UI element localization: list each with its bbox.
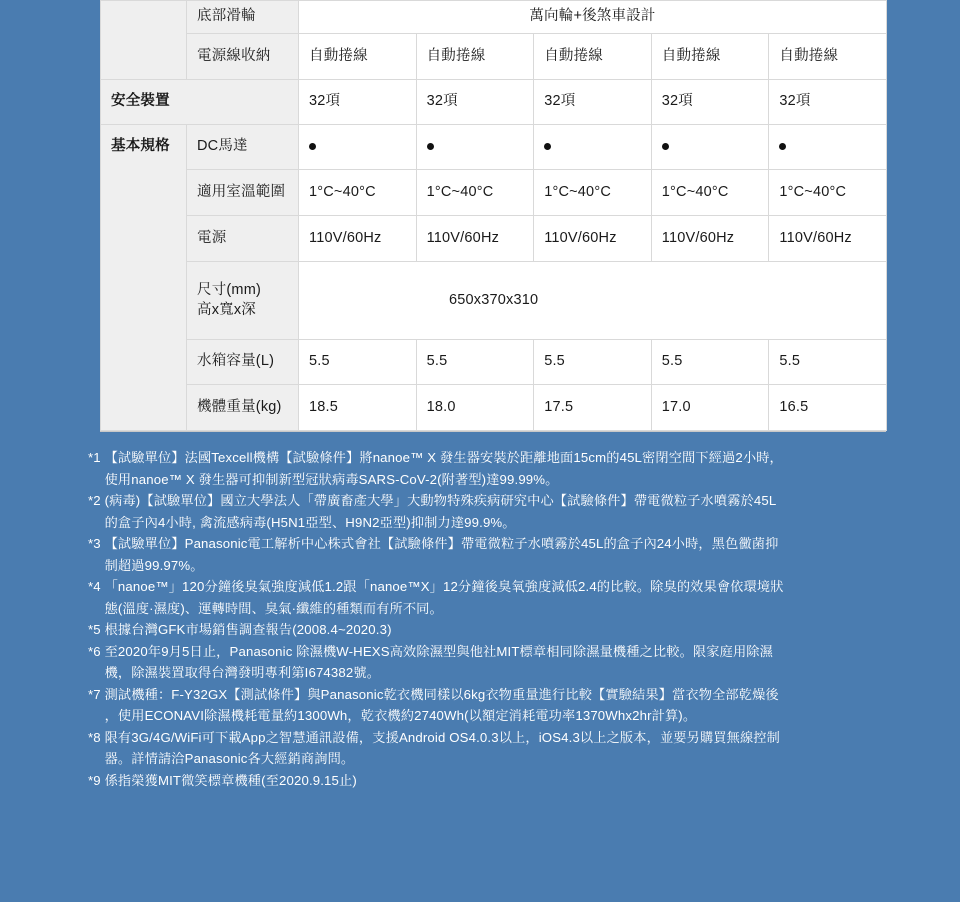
footnote-line: 測試機種：F-Y32GX【測試條件】與Panasonic乾衣機同樣以6kg衣物重量進行比較【實驗結果】當衣物全部乾燥後 bbox=[104, 686, 779, 702]
footnote-marker: *1 bbox=[88, 450, 105, 465]
footnote-line: 制超過99.97%。 bbox=[104, 557, 204, 573]
spec-value-cell: 自動捲線 bbox=[769, 34, 887, 80]
footnote-line: ，使用ECONAVI除濕機耗電量約1300Wh，乾衣機約2740Wh(以額定消耗電功率1370Whx2hr計算)。 bbox=[104, 708, 697, 723]
spec-value-cell bbox=[416, 125, 534, 170]
spec-value-cell bbox=[769, 125, 887, 170]
spec-value-cell: 1°C~40°C bbox=[416, 170, 534, 216]
footnote-text bbox=[105, 770, 888, 792]
spec-value-cell: 自動捲線 bbox=[651, 34, 769, 80]
spec-group-cell bbox=[101, 1, 187, 80]
footnote-item bbox=[88, 727, 888, 770]
spec-value-cell: 1°C~40°C bbox=[769, 170, 887, 216]
footnote-item bbox=[88, 641, 888, 684]
footnote-line: 器。詳情請洽Panasonic各大經銷商詢問。 bbox=[104, 751, 355, 766]
footnote-item bbox=[88, 684, 888, 727]
footnote-item bbox=[88, 576, 888, 619]
spec-item-label: 電源 bbox=[187, 216, 299, 262]
spec-value-cell bbox=[651, 125, 769, 170]
spec-value-cell: 5.5 bbox=[416, 340, 534, 385]
table-row bbox=[101, 170, 887, 216]
footnote-item bbox=[88, 770, 888, 792]
spec-value-cell: 110V/60Hz bbox=[299, 216, 417, 262]
bullet-dot-icon bbox=[662, 143, 669, 150]
bullet-dot-icon bbox=[779, 143, 786, 150]
footnotes bbox=[88, 447, 888, 791]
footnote-line: 【試驗單位】法國Texcell機構【試驗條件】將nanoe™ X 發生器安裝於距離地面15cm的45L密閉空間下經過2小時， bbox=[104, 450, 783, 465]
spec-value-cell: 32項 bbox=[299, 80, 417, 125]
spec-table-container bbox=[100, 0, 886, 432]
footnote-item bbox=[88, 533, 888, 576]
footnote-marker: *2 bbox=[88, 493, 105, 508]
table-row bbox=[101, 80, 887, 125]
spec-value-cell: 17.5 bbox=[534, 385, 652, 431]
spec-value-cell: 17.0 bbox=[651, 385, 769, 431]
footnote-text bbox=[105, 641, 888, 684]
footnote-line: 機，除濕裝置取得台灣發明專利第I674382號。 bbox=[104, 665, 381, 680]
spec-item-label: 機體重量(kg) bbox=[187, 385, 299, 431]
spec-value-cell: 1°C~40°C bbox=[534, 170, 652, 216]
spec-group-cell: 安全裝置 bbox=[101, 80, 299, 125]
spec-value-cell: 5.5 bbox=[534, 340, 652, 385]
spec-item-label: 底部滑輪 bbox=[187, 1, 299, 34]
footnote-line: 「nanoe™」120分鐘後臭氣強度減低1.2跟「nanoe™X」12分鐘後臭氧強度減低2.4的比較。除臭的效果會依環境狀 bbox=[104, 579, 784, 594]
spec-value-cell: 1°C~40°C bbox=[299, 170, 417, 216]
footnote-marker: *9 bbox=[88, 772, 105, 788]
spec-value-cell: 110V/60Hz bbox=[534, 216, 652, 262]
footnote-marker: *7 bbox=[88, 686, 105, 702]
footnote-line: 態(溫度·濕度)、運轉時間、臭氣·纖維的種類而有所不同。 bbox=[104, 600, 443, 616]
table-row bbox=[101, 1, 887, 34]
footnote-line: 的盒子內4小時, 禽流感病毒(H5N1亞型、H9N2亞型)抑制力達99.9%。 bbox=[104, 514, 516, 530]
spec-value-merged: 萬向輪+後煞車設計 bbox=[299, 1, 887, 34]
footnote-line: 至2020年9月5日止，Panasonic 除濕機W-HEXS高效除濕型與他社MIT標章相同除濕量機種之比較。限家庭用除濕 bbox=[104, 643, 773, 659]
table-row bbox=[101, 216, 887, 262]
footnote-text bbox=[105, 727, 888, 770]
spec-value-cell bbox=[299, 125, 417, 170]
bullet-dot-icon bbox=[544, 143, 551, 150]
spec-table bbox=[100, 0, 887, 431]
spec-value-cell: 32項 bbox=[416, 80, 534, 125]
spec-value-cell: 32項 bbox=[769, 80, 887, 125]
spec-value-cell: 自動捲線 bbox=[299, 34, 417, 80]
footnote-line: 係指榮獲MIT微笑標章機種(至2020.9.15止) bbox=[104, 772, 357, 788]
spec-value-cell: 110V/60Hz bbox=[769, 216, 887, 262]
spec-value-cell: 自動捲線 bbox=[416, 34, 534, 80]
spec-value-cell: 5.5 bbox=[651, 340, 769, 385]
footnote-text bbox=[105, 684, 888, 727]
footnote-item bbox=[88, 447, 888, 490]
spec-value-cell: 5.5 bbox=[769, 340, 887, 385]
spec-value-cell: 5.5 bbox=[299, 340, 417, 385]
table-row bbox=[101, 385, 887, 431]
spec-item-label: DC馬達 bbox=[187, 125, 299, 170]
spec-group-cell: 基本規格 bbox=[101, 125, 187, 431]
footnote-line: 【試驗單位】Panasonic電工解析中心株式會社【試驗條件】帶電微粒子水噴霧於45L的盒子內24小時，黑色黴菌抑 bbox=[104, 536, 779, 551]
footnote-line: (病毒)【試驗單位】國立大學法人「帶廣畜產大學」大動物特殊疾病研究中心【試驗條件】帶電微粒子水噴霧於45L bbox=[104, 493, 777, 508]
footnote-line: 限有3G/4G/WiFi可下載App之智慧通訊設備，支援Android OS4.0.3以上，iOS4.3以上之版本，並要另購買無線控制 bbox=[104, 729, 780, 745]
spec-value-cell: 18.0 bbox=[416, 385, 534, 431]
footnote-line: 根據台灣GFK市場銷售調查報告(2008.4~2020.3) bbox=[104, 622, 392, 637]
bullet-dot-icon bbox=[427, 143, 434, 150]
table-row bbox=[101, 34, 887, 80]
footnote-marker: *3 bbox=[88, 536, 105, 551]
spec-value-cell: 自動捲線 bbox=[534, 34, 652, 80]
spec-value-cell: 32項 bbox=[651, 80, 769, 125]
spec-value-cell: 110V/60Hz bbox=[416, 216, 534, 262]
footnote-text bbox=[105, 533, 888, 576]
table-row bbox=[101, 125, 887, 170]
footnote-text bbox=[105, 576, 888, 619]
table-row bbox=[101, 340, 887, 385]
spec-value-cell: 18.5 bbox=[299, 385, 417, 431]
spec-value-cell: 16.5 bbox=[769, 385, 887, 431]
footnote-marker: *5 bbox=[88, 622, 105, 637]
footnote-item bbox=[88, 619, 888, 641]
spec-value-cell: 1°C~40°C bbox=[651, 170, 769, 216]
footnote-marker: *4 bbox=[88, 579, 105, 594]
spec-item-label: 電源線收納 bbox=[187, 34, 299, 80]
footnote-marker: *8 bbox=[88, 729, 105, 745]
spec-item-label: 適用室溫範圍 bbox=[187, 170, 299, 216]
spec-value-cell: 110V/60Hz bbox=[651, 216, 769, 262]
footnote-text bbox=[105, 619, 888, 641]
spec-item-label: 尺寸(mm) 高x寬x深 bbox=[187, 262, 299, 340]
footnote-text bbox=[105, 447, 888, 490]
spec-item-label: 水箱容量(L) bbox=[187, 340, 299, 385]
footnote-item bbox=[88, 490, 888, 533]
bullet-dot-icon bbox=[309, 143, 316, 150]
table-row bbox=[101, 262, 887, 340]
footnote-line: 使用nanoe™ X 發生器可抑制新型冠狀病毒SARS-CoV-2(附著型)達99.99%。 bbox=[104, 471, 559, 487]
footnote-text bbox=[105, 490, 888, 533]
spec-value-merged: 650x370x310 bbox=[299, 262, 887, 340]
spec-value-cell bbox=[534, 125, 652, 170]
footnote-marker: *6 bbox=[88, 643, 105, 659]
spec-value-cell: 32項 bbox=[534, 80, 652, 125]
